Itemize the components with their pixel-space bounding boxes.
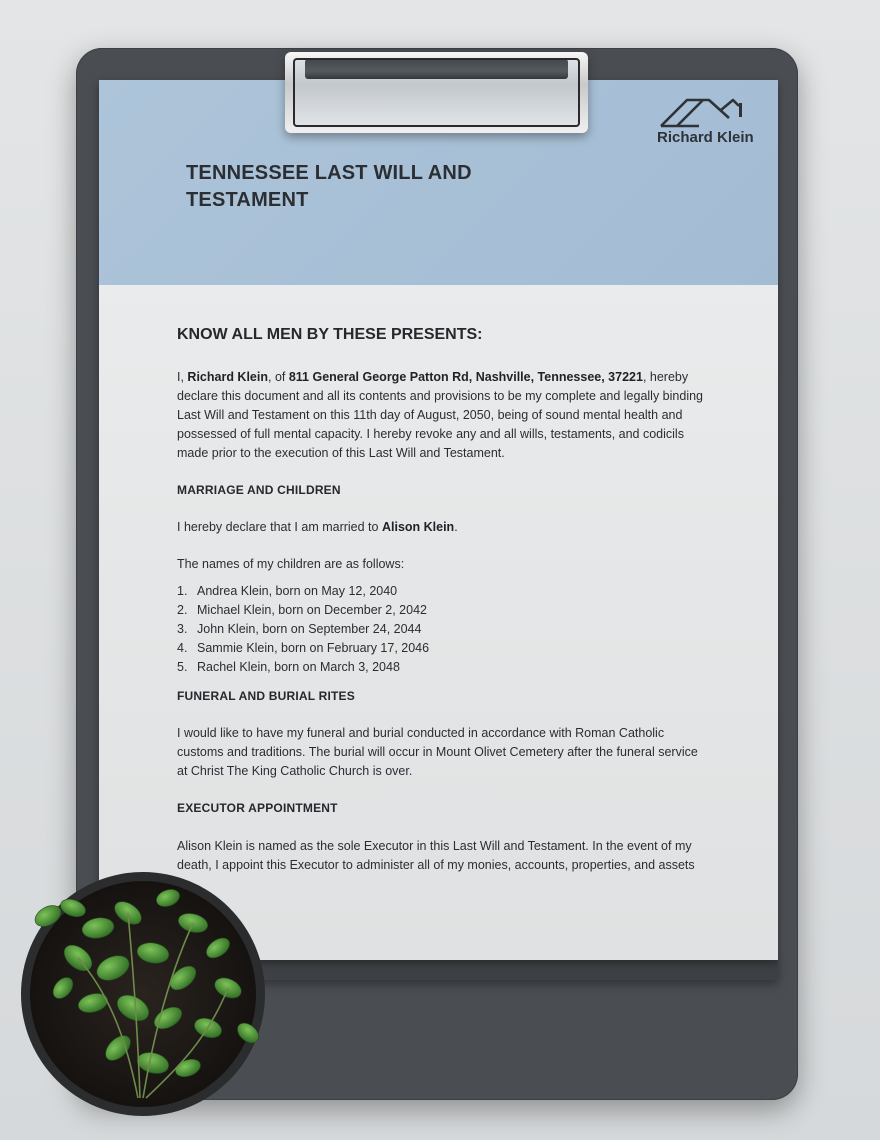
executor-paragraph: Alison Klein is named as the sole Executor in this Last Will and Testament. In the event of my death, I appoint this Executor to administer all of my monies, accounts, properties, and assets [177, 839, 695, 872]
section-title-funeral: FUNERAL AND BURIAL RITES [177, 689, 355, 703]
list-number: 5. [177, 660, 188, 674]
list-number: 3. [177, 622, 188, 636]
child-entry: Andrea Klein, born on May 12, 2040 [197, 584, 398, 598]
preamble-heading: KNOW ALL MEN BY THESE PRESENTS: [177, 326, 483, 343]
potted-plant-image [18, 868, 273, 1118]
clipboard-clip [285, 52, 588, 133]
testator-name: Richard Klein [187, 370, 268, 384]
spouse-name: Alison Klein [381, 520, 455, 534]
intro-text-2: , of [268, 370, 289, 384]
document-title: TENNESSEE LAST WILL AND TESTAMENT [186, 162, 472, 211]
intro-text-1: I, [177, 370, 188, 384]
list-number: 1. [177, 584, 188, 598]
logo-name: Richard Klein [657, 129, 754, 146]
list-number: 2. [177, 603, 188, 617]
clip-frame [293, 58, 580, 127]
list-item [177, 582, 429, 601]
house-outline-logo-icon [657, 96, 761, 130]
child-entry: Sammie Klein, born on February 17, 2046 [197, 641, 430, 655]
list-item [177, 620, 429, 639]
list-number: 4. [177, 641, 188, 655]
section-title-executor: EXECUTOR APPOINTMENT [177, 801, 338, 815]
intro-paragraph [177, 368, 707, 463]
children-intro: The names of my children are as follows: [177, 557, 405, 571]
spouse-text-end: . [454, 520, 458, 534]
list-item [177, 601, 429, 620]
funeral-paragraph: I would like to have my funeral and burial conducted in accordance with Roman Catholic customs and traditions. The burial will occur in Mount Olivet Cemetery after the funeral service at Christ The King Catholic Church is over. [177, 726, 698, 778]
list-item [177, 658, 429, 677]
intro-text-3: , hereby declare this document and all its contents and provisions to be my complete and legally binding Last Will and Testament on this 11th day of August, 2050, being of sound mental health and possessed of full mental capacity. I hereby revoke any and all wills, testaments, and codicils made prior to the execution of this Last Will and Testament. [177, 370, 704, 460]
child-entry: John Klein, born on September 24, 2044 [197, 622, 422, 636]
brand-logo [657, 96, 761, 156]
spouse-declaration [177, 518, 458, 537]
list-item [177, 639, 429, 658]
child-entry: Rachel Klein, born on March 3, 2048 [197, 660, 400, 674]
section-title-marriage: MARRIAGE AND CHILDREN [177, 483, 341, 497]
children-list [177, 582, 429, 677]
child-entry: Michael Klein, born on December 2, 2042 [197, 603, 427, 617]
spouse-text: I hereby declare that I am married to [177, 520, 382, 534]
testator-address: 811 General George Patton Rd, Nashville, Tennessee, 37221 [288, 370, 643, 384]
will-document-page [99, 80, 778, 960]
